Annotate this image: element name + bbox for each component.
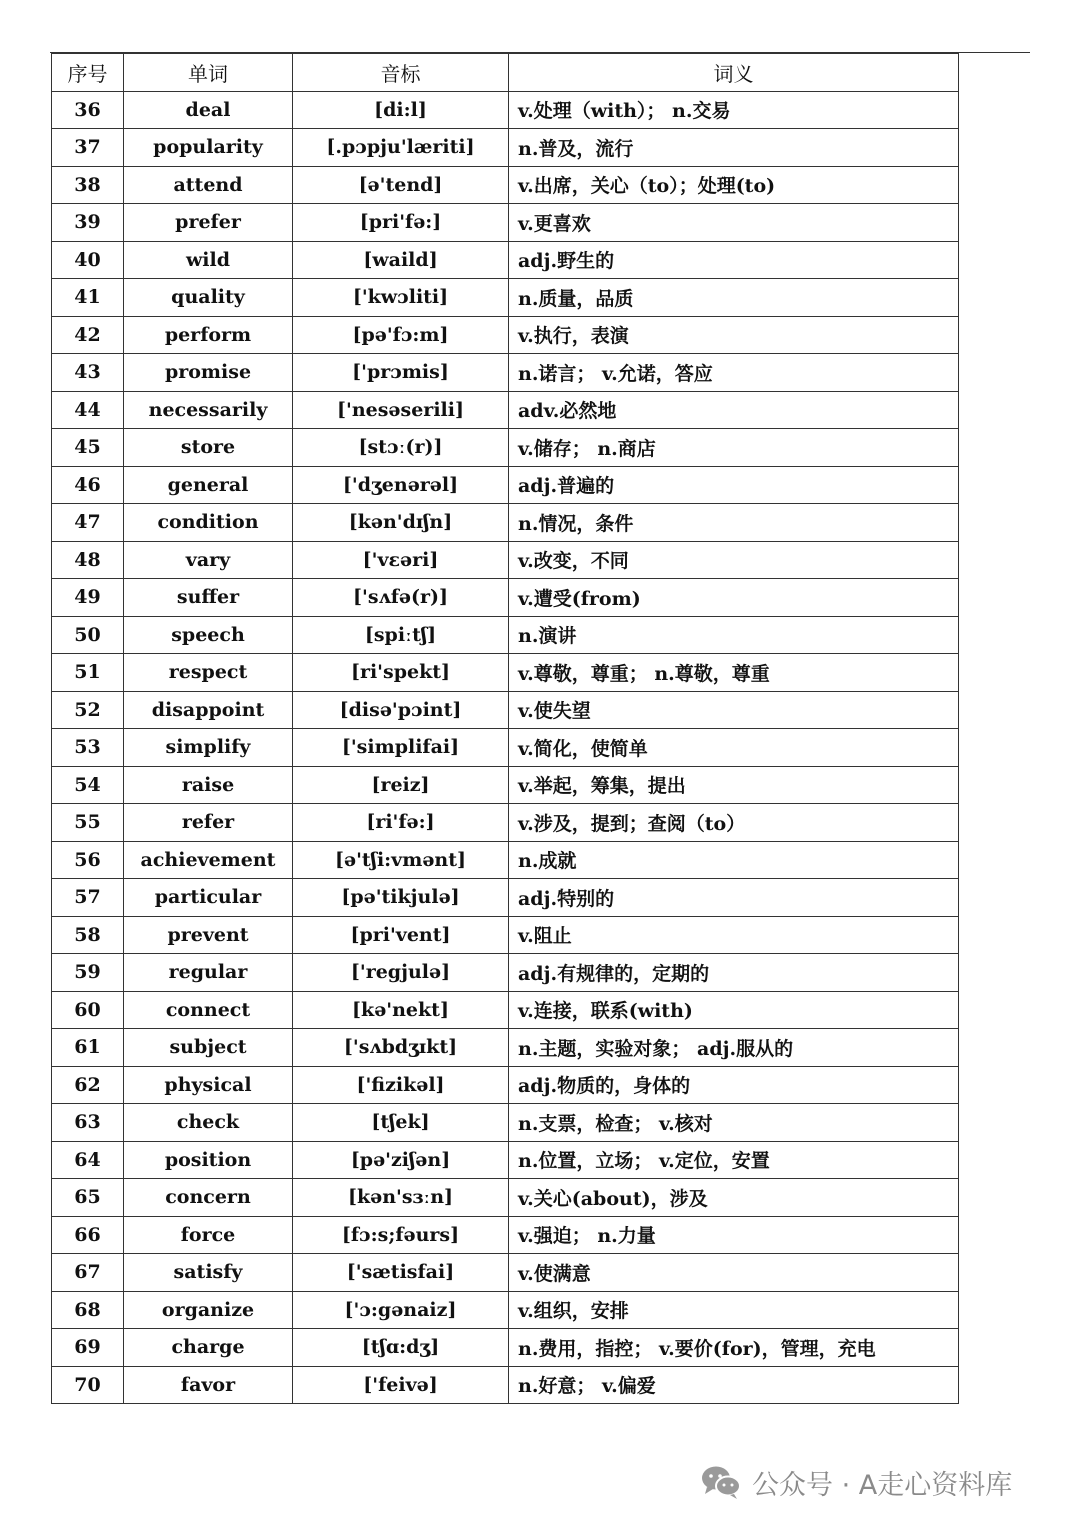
row-phonetic: ['regjulə] [293,954,509,992]
row-phonetic: [pri'vent] [293,916,509,954]
vocab-table [51,53,959,1404]
row-word: charge [124,1329,293,1367]
row-word: perform [124,316,293,354]
row-phonetic: [di:l] [293,91,509,129]
table-row [52,354,959,392]
row-phonetic: ['nesəserili] [293,391,509,429]
row-meaning: v.强迫； n.力量 [509,1216,959,1254]
row-meaning: n.主题，实验对象； adj.服从的 [509,1029,959,1067]
row-meaning: adj.野生的 [509,241,959,279]
table-row [52,166,959,204]
header-index: 序号 [52,54,124,92]
row-word: organize [124,1291,293,1329]
row-index: 61 [52,1029,124,1067]
row-meaning: n.位置，立场； v.定位，安置 [509,1141,959,1179]
row-index: 62 [52,1066,124,1104]
row-word: favor [124,1366,293,1404]
row-word: position [124,1141,293,1179]
table-row [52,1066,959,1104]
table-row [52,1179,959,1217]
row-meaning: v.遭受(from) [509,579,959,617]
row-phonetic: [spiːtʃ] [293,616,509,654]
row-word: force [124,1216,293,1254]
row-index: 51 [52,654,124,692]
watermark [700,1462,1012,1502]
table-row [52,1216,959,1254]
row-word: quality [124,279,293,317]
row-meaning: v.阻止 [509,916,959,954]
row-index: 53 [52,729,124,767]
row-word: connect [124,991,293,1029]
row-phonetic: ['ɔ:gənaiz] [293,1291,509,1329]
row-index: 43 [52,354,124,392]
table-row [52,391,959,429]
row-phonetic: ['vɛəri] [293,541,509,579]
wechat-icon [700,1464,742,1500]
row-phonetic: ['feivə] [293,1366,509,1404]
row-meaning: v.使失望 [509,691,959,729]
table-row [52,204,959,242]
watermark-text: 公众号 · A走心资料库 [752,1469,1013,1501]
row-meaning: adv.必然地 [509,391,959,429]
row-word: simplify [124,729,293,767]
row-phonetic: ['simplifai] [293,729,509,767]
row-index: 40 [52,241,124,279]
row-meaning: v.出席，关心（to）；处理(to) [509,166,959,204]
row-phonetic: ['kwɔliti] [293,279,509,317]
row-index: 66 [52,1216,124,1254]
row-meaning: adj.普遍的 [509,466,959,504]
row-meaning: v.储存； n.商店 [509,429,959,467]
row-index: 45 [52,429,124,467]
table-header-row [52,54,959,92]
row-index: 60 [52,991,124,1029]
row-phonetic: [pə'ziʃən] [293,1141,509,1179]
row-phonetic: [kən'dɪʃn] [293,504,509,542]
row-index: 63 [52,1104,124,1142]
row-meaning: n.质量，品质 [509,279,959,317]
row-index: 52 [52,691,124,729]
table-row [52,1254,959,1292]
row-index: 46 [52,466,124,504]
row-meaning: n.费用，指控； v.要价(for)，管理，充电 [509,1329,959,1367]
row-word: regular [124,954,293,992]
row-phonetic: [tʃɑ:dʒ] [293,1329,509,1367]
row-phonetic: [disə'pɔint] [293,691,509,729]
row-phonetic: [tʃek] [293,1104,509,1142]
table-row [52,691,959,729]
row-word: suffer [124,579,293,617]
row-phonetic: [ri'spekt] [293,654,509,692]
row-word: popularity [124,129,293,167]
table-row [52,991,959,1029]
row-index: 42 [52,316,124,354]
table-row [52,879,959,917]
row-word: wild [124,241,293,279]
row-word: necessarily [124,391,293,429]
row-index: 48 [52,541,124,579]
row-index: 54 [52,766,124,804]
table-row [52,316,959,354]
row-index: 67 [52,1254,124,1292]
table-row [52,1141,959,1179]
row-phonetic: [waild] [293,241,509,279]
row-word: deal [124,91,293,129]
row-word: satisfy [124,1254,293,1292]
table-row [52,916,959,954]
row-phonetic: [ri'fə:] [293,804,509,842]
row-index: 49 [52,579,124,617]
row-phonetic: [fɔ:s;fəurs] [293,1216,509,1254]
header-meaning: 词义 [509,54,959,92]
row-index: 69 [52,1329,124,1367]
row-index: 37 [52,129,124,167]
table-row [52,1329,959,1367]
row-word: speech [124,616,293,654]
row-word: check [124,1104,293,1142]
row-meaning: v.连接，联系(with) [509,991,959,1029]
row-meaning: v.关心(about)，涉及 [509,1179,959,1217]
row-meaning: adj.有规律的，定期的 [509,954,959,992]
table-row [52,1291,959,1329]
row-phonetic: [reiz] [293,766,509,804]
table-row [52,1366,959,1404]
row-meaning: v.改变，不同 [509,541,959,579]
row-index: 38 [52,166,124,204]
table-row [52,1104,959,1142]
row-meaning: v.尊敬，尊重； n.尊敬，尊重 [509,654,959,692]
row-word: promise [124,354,293,392]
row-phonetic: ['prɔmis] [293,354,509,392]
row-index: 36 [52,91,124,129]
row-index: 39 [52,204,124,242]
table-row [52,279,959,317]
row-phonetic: ['dʒenərəl] [293,466,509,504]
row-phonetic: [ə'tʃi:vmənt] [293,841,509,879]
row-meaning: n.情况，条件 [509,504,959,542]
table-row [52,429,959,467]
row-meaning: v.执行，表演 [509,316,959,354]
row-index: 47 [52,504,124,542]
row-word: concern [124,1179,293,1217]
table-row [52,91,959,129]
row-index: 65 [52,1179,124,1217]
row-index: 59 [52,954,124,992]
row-phonetic: ['sætisfai] [293,1254,509,1292]
header-word: 单词 [124,54,293,92]
row-meaning: n.演讲 [509,616,959,654]
row-meaning: v.使满意 [509,1254,959,1292]
row-phonetic: [ə'tend] [293,166,509,204]
table-row [52,1029,959,1067]
row-meaning: n.支票，检查； v.核对 [509,1104,959,1142]
row-word: disappoint [124,691,293,729]
table-row [52,616,959,654]
table-body [52,91,959,1404]
row-index: 68 [52,1291,124,1329]
row-word: raise [124,766,293,804]
row-index: 55 [52,804,124,842]
row-meaning: n.成就 [509,841,959,879]
row-index: 70 [52,1366,124,1404]
table-row [52,841,959,879]
row-word: vary [124,541,293,579]
table-row [52,729,959,767]
row-phonetic: [pə'fɔ:m] [293,316,509,354]
row-meaning: v.举起，筹集，提出 [509,766,959,804]
table-row [52,766,959,804]
row-meaning: v.简化，使简单 [509,729,959,767]
row-word: respect [124,654,293,692]
table-row [52,579,959,617]
row-phonetic: [pri'fə:] [293,204,509,242]
table-row [52,954,959,992]
row-phonetic: [kə'nekt] [293,991,509,1029]
row-meaning: adj.物质的，身体的 [509,1066,959,1104]
row-word: achievement [124,841,293,879]
row-word: prevent [124,916,293,954]
row-word: attend [124,166,293,204]
row-index: 64 [52,1141,124,1179]
row-word: condition [124,504,293,542]
table-row [52,654,959,692]
row-meaning: v.更喜欢 [509,204,959,242]
row-meaning: adj.特别的 [509,879,959,917]
row-meaning: n.好意； v.偏爱 [509,1366,959,1404]
table-row [52,504,959,542]
row-phonetic: ['sʌbdʒɪkt] [293,1029,509,1067]
row-word: subject [124,1029,293,1067]
row-phonetic: [stɔː(r)] [293,429,509,467]
row-meaning: n.诺言； v.允诺，答应 [509,354,959,392]
table-row [52,466,959,504]
row-word: prefer [124,204,293,242]
row-index: 50 [52,616,124,654]
row-index: 41 [52,279,124,317]
row-phonetic: ['fizikəl] [293,1066,509,1104]
row-phonetic: [pə'tikjulə] [293,879,509,917]
row-word: general [124,466,293,504]
table-row [52,241,959,279]
row-phonetic: [kən'sɜːn] [293,1179,509,1217]
row-word: physical [124,1066,293,1104]
row-phonetic: ['sʌfə(r)] [293,579,509,617]
row-meaning: n.普及，流行 [509,129,959,167]
row-word: particular [124,879,293,917]
row-meaning: v.处理（with）； n.交易 [509,91,959,129]
row-word: store [124,429,293,467]
table-row [52,804,959,842]
row-index: 44 [52,391,124,429]
row-word: refer [124,804,293,842]
row-index: 56 [52,841,124,879]
row-phonetic: [.pɔpju'læriti] [293,129,509,167]
table-row [52,129,959,167]
row-meaning: v.组织，安排 [509,1291,959,1329]
row-index: 58 [52,916,124,954]
row-meaning: v.涉及，提到；查阅（to） [509,804,959,842]
table-row [52,541,959,579]
header-phonetic: 音标 [293,54,509,92]
row-index: 57 [52,879,124,917]
